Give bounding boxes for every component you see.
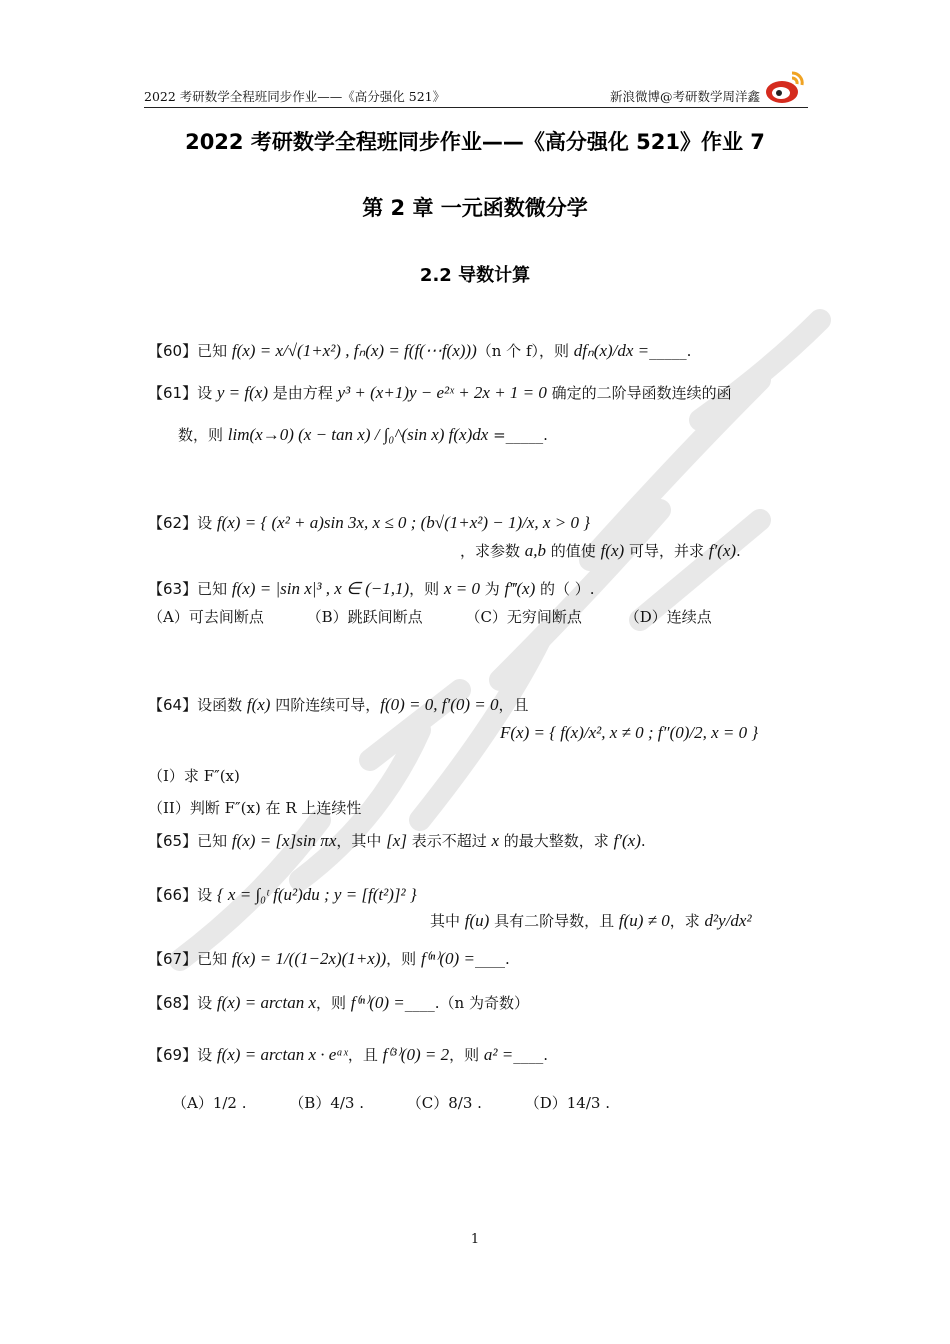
formula: x — [491, 831, 500, 850]
problem-64-part1: （I）求 F″(x) — [148, 767, 240, 785]
problem-62-line2 — [460, 540, 741, 562]
problem-number: 【61】 — [148, 384, 198, 402]
problem-number: 【65】 — [148, 832, 198, 850]
formula: F(x) = { f(x)/x², x ≠ 0 ; f″(0)/2, x = 0 } — [500, 723, 759, 742]
problem-text: 设 — [197, 384, 217, 402]
problem-text: 四阶连续可导， — [270, 696, 381, 714]
problem-number: 【63】 — [148, 580, 198, 598]
problem-text: 的最大整数，求 — [499, 832, 614, 850]
problem-number: 【67】 — [148, 950, 198, 968]
problem-text: 已知 — [197, 342, 232, 360]
problem-64-part2: （II）判断 F″(x) 在 R 上连续性 — [148, 799, 362, 817]
problem-number: 【64】 — [148, 696, 198, 714]
problem-number: 【62】 — [148, 514, 198, 532]
option-d: （D）14/3 . — [524, 1094, 610, 1112]
formula: y = f(x) — [216, 383, 268, 402]
formula: f(x) = 1/((1−2x)(1+x)) — [231, 949, 387, 968]
problem-text: 设 — [197, 886, 217, 904]
document-title: 2022 考研数学全程班同步作业——《高分强化 521》作业 7 — [185, 130, 765, 154]
option-c: （C）无穷间断点 — [465, 608, 582, 626]
problem-text: 具有二阶导数，且 — [489, 912, 619, 930]
formula: [x] — [386, 831, 407, 850]
option-d: （D）连续点 — [624, 608, 712, 626]
problem-text: 表示不超过 — [406, 832, 492, 850]
problem-text: . — [640, 832, 646, 850]
problem-number: 【60】 — [148, 342, 198, 360]
page-header — [144, 83, 808, 108]
problem-text: ，求 — [669, 912, 705, 930]
problem-66-line2 — [430, 910, 752, 932]
formula: f⁽³⁾(0) = 2 — [382, 1045, 450, 1064]
problem-62 — [148, 512, 818, 534]
option-b: （B）跳跃间断点 — [306, 608, 423, 626]
problem-text: 设函数 — [197, 696, 247, 714]
formula: f(0) = 0, f′(0) = 0 — [380, 695, 499, 714]
answer-blank: ____. — [513, 1046, 548, 1064]
problem-63 — [148, 578, 818, 600]
formula: f(x) = |sin x|³ , x ∈ (−1,1) — [231, 579, 410, 598]
option-b: （B）4/3 . — [289, 1094, 364, 1112]
problem-text: . — [736, 542, 741, 560]
problem-text: 可导，并求 — [624, 542, 709, 560]
answer-blank: =_____. — [488, 426, 548, 444]
formula: lim(x→0) (x − tan x) / ∫₀^(sin x) f(x)dx — [227, 425, 489, 444]
problem-69-options — [172, 1092, 648, 1113]
problem-text: 已知 — [197, 950, 232, 968]
formula: f(x) = [x]sin πx — [231, 831, 337, 850]
answer-blank: ____. — [474, 950, 510, 968]
formula: d²y/dx² — [704, 911, 752, 930]
problem-61-line2 — [178, 424, 548, 446]
problem-number: 【68】 — [148, 994, 198, 1012]
problem-text: ，且 — [347, 1046, 383, 1064]
formula: f′(x) — [613, 831, 641, 850]
formula: f(x) — [246, 695, 271, 714]
problem-text: 设 — [197, 514, 217, 532]
problem-text: （n 个 f），则 — [476, 342, 574, 360]
problem-text: 的值使 — [546, 542, 601, 560]
option-a: （A）1/2 . — [172, 1094, 247, 1112]
option-c: （C）8/3 . — [406, 1094, 482, 1112]
problem-text: （n 为奇数） — [439, 994, 529, 1012]
formula: f(x) — [600, 541, 625, 560]
problem-text: ，则 — [386, 950, 421, 968]
formula: f⁽ⁿ⁾(0) = — [350, 993, 405, 1012]
problem-text: 是由方程 — [267, 384, 338, 402]
problem-text: 已知 — [197, 580, 232, 598]
problem-60 — [148, 340, 818, 362]
formula: f(u) — [464, 911, 490, 930]
formula: f(x) = arctan x — [216, 993, 316, 1012]
problem-67 — [148, 948, 818, 970]
formula: f(x) = { (x² + a)sin 3x, x ≤ 0 ; (b√(1+x²) − 1)/x, x > 0 } — [216, 513, 590, 532]
formula: f(x) = arctan x · eᵃˣ — [216, 1045, 348, 1064]
problem-text: ，则 — [316, 994, 351, 1012]
problem-text: 设 — [197, 994, 217, 1012]
problem-number: 【69】 — [148, 1046, 198, 1064]
formula: f′(x) — [708, 541, 737, 560]
answer-blank: ____. — [404, 994, 440, 1012]
formula: f(x) = x/√(1+x²) , fₙ(x) = f(f(⋯f(x))) — [231, 341, 477, 360]
formula: f⁽ⁿ⁾(0) = — [420, 949, 475, 968]
formula: x = 0 — [443, 579, 480, 598]
formula: dfₙ(x)/dx = — [573, 341, 650, 360]
formula: f(u) ≠ 0 — [618, 911, 670, 930]
problem-64 — [148, 694, 818, 716]
watermark — [120, 260, 880, 1020]
problem-69 — [148, 1044, 818, 1066]
formula: { x = ∫₀ᵗ f(u²)du ; y = [f(t²)]² } — [216, 885, 417, 904]
problem-61 — [148, 382, 818, 404]
problem-text: 已知 — [197, 832, 232, 850]
problem-text: 的（ ）. — [535, 580, 595, 598]
problem-text: 为 — [479, 580, 505, 598]
problem-63-options — [148, 606, 750, 627]
problem-text: ，则 — [409, 580, 444, 598]
formula: y³ + (x+1)y − e²ˣ + 2x + 1 = 0 — [337, 383, 547, 402]
header-right-text: 新浪微博@考研数学周洋鑫 — [609, 89, 760, 104]
problem-text: 设 — [197, 1046, 217, 1064]
problem-66 — [148, 884, 818, 906]
answer-blank: _____. — [649, 342, 692, 360]
problem-text: 其中 — [430, 912, 465, 930]
section-title: 2.2 导数计算 — [419, 265, 531, 286]
problem-text: 确定的二阶导函数连续的函 — [546, 384, 732, 402]
problem-text: ，且 — [498, 696, 529, 714]
problem-text: ，则 — [449, 1046, 484, 1064]
problem-64-definition — [500, 722, 758, 744]
formula: a,b — [524, 541, 547, 560]
problem-65 — [148, 830, 818, 852]
problem-number: 【66】 — [148, 886, 198, 904]
problem-text: ，求参数 — [460, 542, 525, 560]
formula: a² = — [483, 1045, 514, 1064]
formula: f‴(x) — [504, 579, 536, 598]
option-a: （A）可去间断点 — [148, 608, 264, 626]
header-left-text: 2022 考研数学全程班同步作业——《高分强化 521》 — [144, 89, 446, 104]
chapter-title: 第 2 章 一元函数微分学 — [362, 196, 588, 220]
problem-68 — [148, 992, 818, 1014]
problem-text: ，其中 — [336, 832, 387, 850]
page-number: 1 — [470, 1232, 480, 1247]
problem-text: 数，则 — [178, 426, 228, 444]
weibo-logo-icon — [764, 67, 806, 105]
